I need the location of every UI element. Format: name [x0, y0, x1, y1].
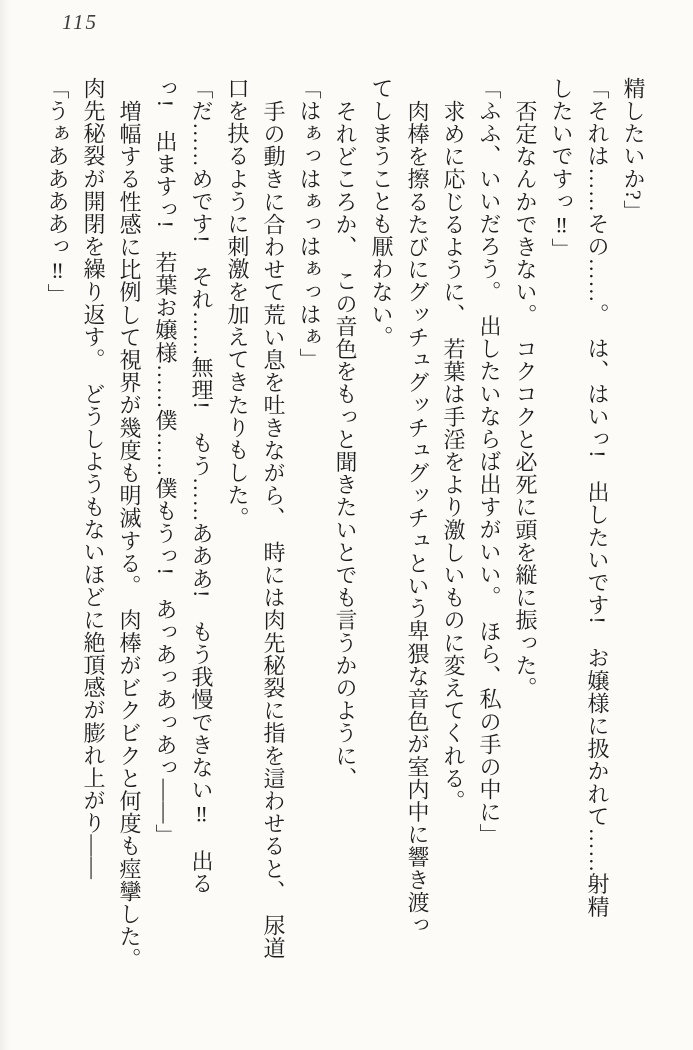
text-column: 肉先秘裂が開閉を繰り返す。 どうしようもないほどに絶頂感が膨れ上がり——: [81, 77, 106, 880]
text-column: っ! 出ますっ! 若葉お嬢様……僕……僕もうっ! あっあっあっあっ——」: [153, 77, 178, 847]
text-column: 口を抉るように刺激を加えてきたりもした。: [225, 77, 250, 529]
text-column: 精したいか?」: [621, 77, 646, 223]
text-column: 増幅する性感に比例して視界が幾度も明滅する。 肉棒がビクビクと何度も痙攣した。: [117, 100, 142, 971]
text-column: それどころか、 この音色をもっと聞きたいとでも言うかのように、: [333, 100, 358, 790]
text-column: 「それは……その……。 は、はいっ! 出したいです! お嬢様に扱かれて……射精: [585, 77, 610, 919]
text-column: 「うぁああああっ‼」: [45, 77, 70, 306]
vertical-text-block: [39, 77, 651, 985]
page-number: 115: [62, 10, 98, 34]
text-column: 否定なんかできない。 コクコクと必死に頭を縦に振った。: [513, 100, 538, 700]
text-column: 「だ……めです! それ……無理! もう……あああ! もう我慢できない‼ 出る: [189, 77, 214, 895]
text-column: 求めに応じるように、 若葉は手淫をより激しいものに変えてくれる。: [441, 100, 466, 813]
text-column: 手の動きに合わせて荒い息を吐きながら、 時には肉先秘裂に指を這わせると、 尿道: [261, 100, 286, 960]
text-column: 「はぁっはぁっはぁっはぁ」: [297, 77, 322, 371]
text-column: 「ふふ、いいだろう。 出したいならば出すがいい。 ほら、私の手の中に」: [477, 77, 502, 846]
text-column: てしまうことも厭わない。: [369, 77, 394, 349]
text-column: したいですっ‼」: [549, 77, 574, 261]
text-column: 肉棒を擦るたびにグッチュグッチュグッチュという卑猥な音色が室内中に響き渡っ: [405, 100, 430, 937]
